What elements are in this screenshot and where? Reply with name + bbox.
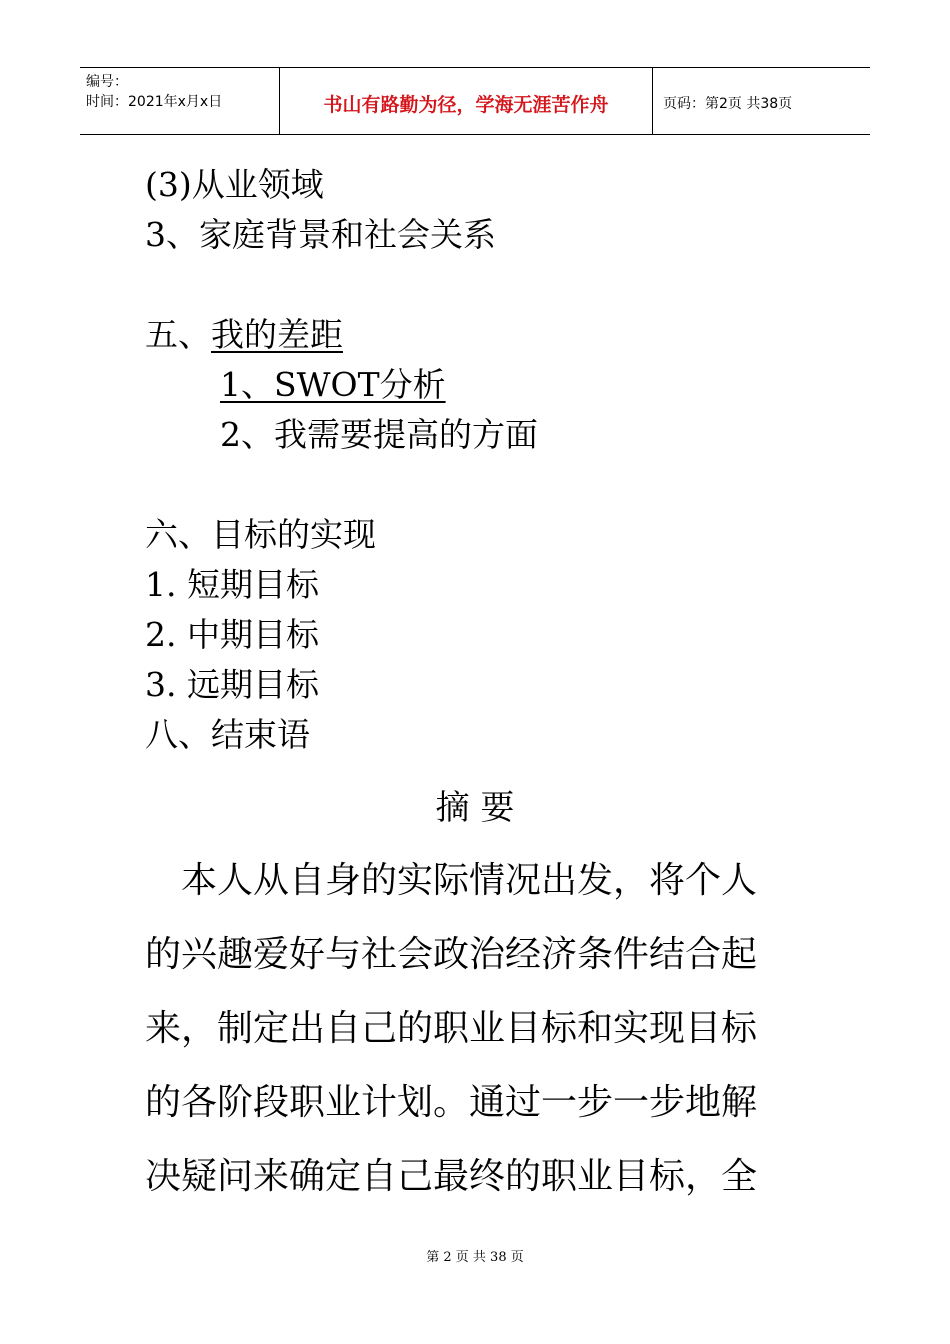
outline-item: 2. 中期目标: [145, 615, 319, 654]
outline-item: (3)从业领域: [145, 165, 324, 204]
outline-item: 3、家庭背景和社会关系: [145, 215, 496, 254]
abstract-line: 决疑问来确定自己最终的职业目标，全: [145, 1156, 758, 1197]
outline-subitem: 2、我需要提高的方面: [220, 415, 538, 454]
page-footer: 第 2 页 共 38 页: [426, 1250, 524, 1265]
outline-item: 3. 远期目标: [145, 665, 319, 704]
abstract-line: 的兴趣爱好与社会政治经济条件结合起: [145, 934, 758, 975]
header-page-info: 页码：第2页 共38页: [663, 96, 793, 112]
section-heading: [145, 315, 343, 355]
section-title: 我的差距: [211, 315, 343, 354]
header-motto: 书山有路勤为径，学海无涯苦作舟: [280, 68, 653, 134]
section-heading: 八、结束语: [145, 715, 310, 754]
section-heading: 六、目标的实现: [145, 515, 376, 554]
abstract-line: 本人从自身的实际情况出发，将个人: [145, 860, 758, 901]
header-meta: [80, 68, 280, 134]
serial-number-label: 编号：: [86, 74, 128, 90]
abstract-title: 摘 要: [435, 788, 515, 828]
abstract-line: 的各阶段职业计划。通过一步一步地解: [145, 1082, 758, 1123]
outline-item: 1. 短期目标: [145, 565, 319, 604]
outline-subitem: 1、SWOT分析: [220, 365, 446, 404]
date-label: 时间：2021年x月x日: [86, 94, 223, 110]
abstract-line: 来，制定出自己的职业目标和实现目标: [145, 1008, 758, 1049]
page-header: [80, 67, 870, 135]
section-number: 五、: [145, 315, 211, 354]
